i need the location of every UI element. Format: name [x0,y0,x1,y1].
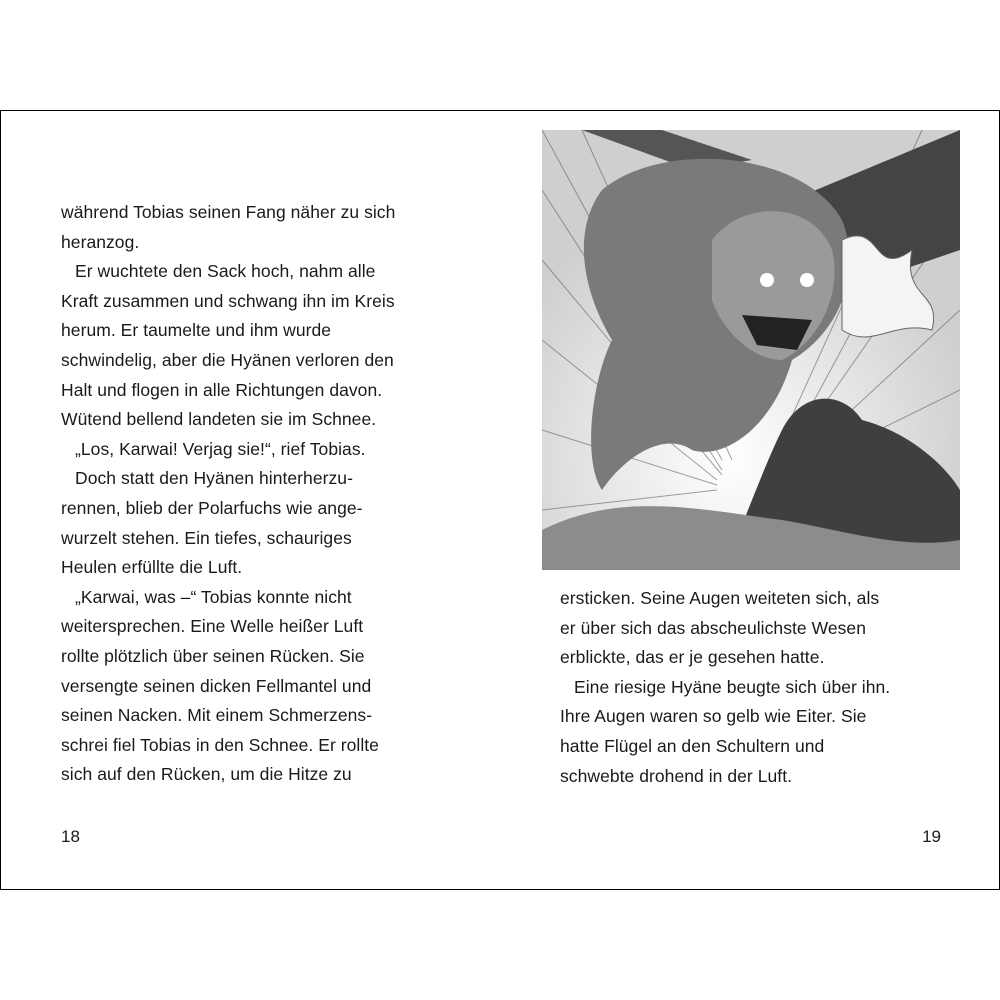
page-number-left: 18 [61,827,80,846]
text-line: ersticken. Seine Augen weiteten sich, als [560,588,880,608]
text-line: er über sich das abscheulichste Wesen [560,617,866,638]
text-line: schwindelig, aber die Hyänen verloren den [61,349,394,370]
text-line: erblickte, das er je gesehen hatte. [560,647,825,668]
text-line: rennen, blieb der Polarfuchs wie ange- [61,497,363,518]
text-line: hatte Flügel an den Schultern und [560,735,825,756]
text-line: während Tobias seinen Fang näher zu sich [61,202,396,222]
text-line: Er wuchtete den Sack hoch, nahm alle [75,261,376,282]
text-line: weitersprechen. Eine Welle heißer Luft [61,616,364,637]
text-line: „Karwai, was –“ Tobias konnte nicht [75,586,352,607]
text-line: Eine riesige Hyäne beugte sich über ihn. [574,676,891,697]
text-line: Halt und flogen in alle Richtungen davon. [61,379,383,400]
illustration-drawing [542,130,960,570]
text-line: versengte seinen dicken Fellmantel und [61,675,372,696]
left-page [1,111,500,889]
right-page-text [560,584,980,791]
right-page [500,111,999,889]
text-line: schwebte drohend in der Luft. [560,765,793,786]
text-line: „Los, Karwai! Verjag sie!“, rief Tobias. [75,438,366,459]
left-page-text [61,198,481,790]
text-line: heranzog. [61,231,140,252]
text-line: Kraft zusammen und schwang ihn im Kreis [61,290,395,311]
text-line: sich auf den Rücken, um die Hitze zu [61,764,352,785]
text-line: Ihre Augen waren so gelb wie Eiter. Sie [560,706,867,727]
text-line: wurzelt stehen. Ein tiefes, schauriges [61,527,352,548]
text-line: rollte plötzlich über seinen Rücken. Sie [61,645,365,666]
text-line: Heulen erfüllte die Luft. [61,557,243,578]
text-line: herum. Er taumelte und ihm wurde [61,320,332,341]
text-line: Doch statt den Hyänen hinterherzu- [75,468,353,489]
text-line: Wütend bellend landeten sie im Schnee. [61,409,377,430]
text-line: schrei fiel Tobias in den Schnee. Er rollte [61,734,379,755]
text-line: seinen Nacken. Mit einem Schmerzens- [61,705,373,726]
page-number-right: 19 [922,827,941,846]
book-spread [0,110,1000,890]
winged-hyena-illustration [542,130,960,570]
